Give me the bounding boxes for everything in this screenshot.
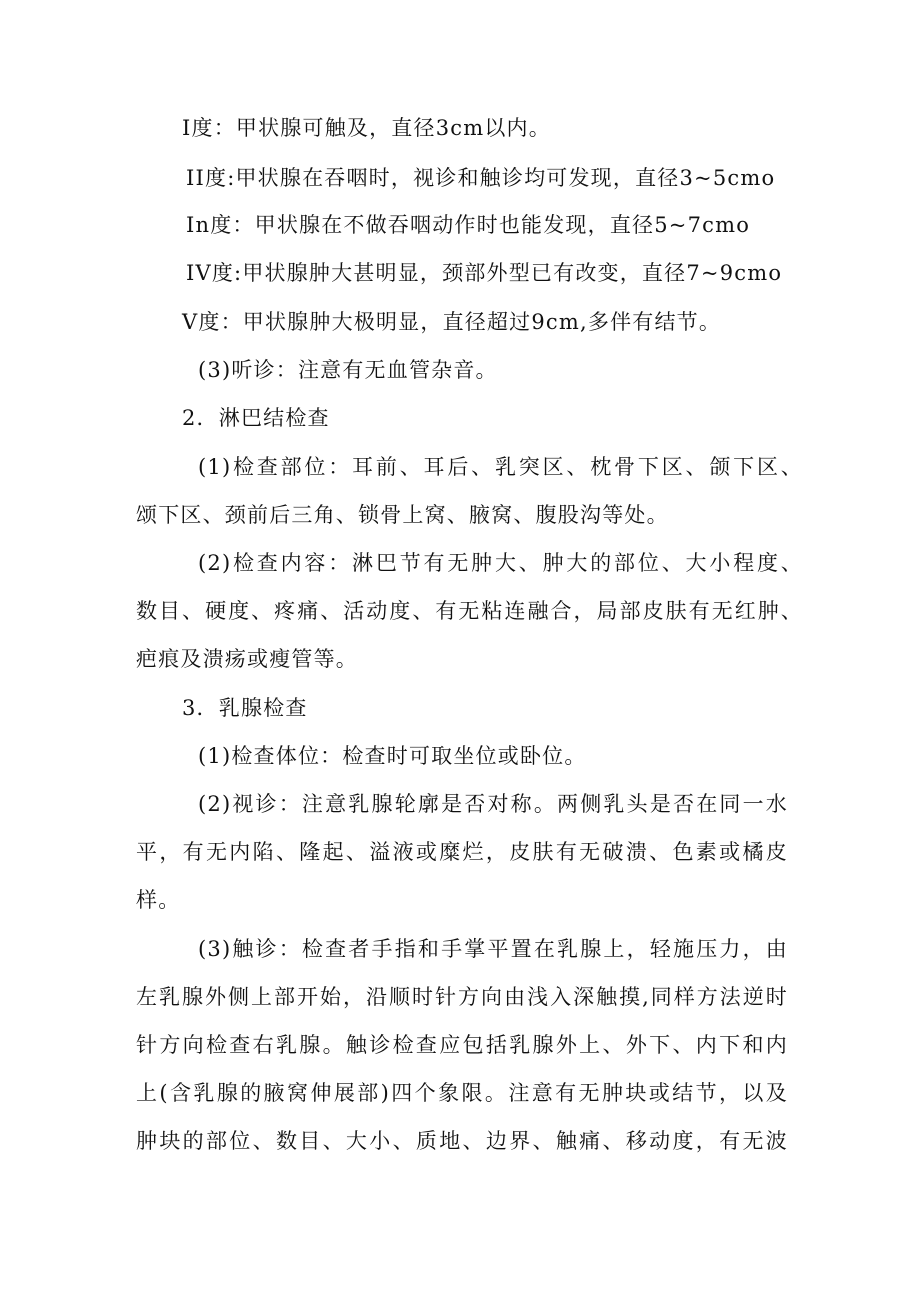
grade-1-line: Ⅰ度：甲状腺可触及，直径3cm以内。 <box>182 116 551 140</box>
breast-palpation-line-5: 肿块的部位、数目、大小、质地、边界、触痛、移动度，有无波 <box>136 1129 788 1153</box>
grade-4-line: IV度:甲状腺肿大甚明显，颈部外型已有改变，直径7~9cmo <box>186 261 783 285</box>
lymph-content-line-2: 数目、硬度、疼痛、活动度、有无粘连融合，局部皮肤有无红肿、 <box>136 599 803 623</box>
breast-inspection-line-3: 样。 <box>136 888 181 912</box>
lymph-content-line-3: 疤痕及溃疡或瘦管等。 <box>136 647 358 671</box>
lymph-sites-line-1: (1)检查部位：耳前、耳后、乳突区、枕骨下区、颌下区、 <box>198 455 803 479</box>
breast-heading: 3．乳腺检查 <box>182 696 308 720</box>
breast-palpation-line-1: (3)触诊：检查者手指和手掌平置在乳腺上，轻施压力，由 <box>198 937 788 961</box>
breast-palpation-line-4: 上(含乳腺的腋窝伸展部)四个象限。注意有无肿块或结节，以及 <box>136 1081 788 1105</box>
grade-5-line: V度：甲状腺肿大极明显，直径超过9cm,多伴有结节。 <box>182 310 722 334</box>
breast-inspection-line-1: (2)视诊：注意乳腺轮廓是否对称。两侧乳头是否在同一水 <box>198 792 788 816</box>
breast-inspection-line-2: 平，有无内陷、隆起、溢液或糜烂，皮肤有无破溃、色素或橘皮 <box>136 840 788 864</box>
grade-2-line: II度:甲状腺在吞咽时，视诊和触诊均可发现，直径3~5cmo <box>186 166 776 190</box>
auscultation-line: (3)听诊：注意有无血管杂音。 <box>198 358 498 382</box>
breast-position-line: (1)检查体位：检查时可取坐位或卧位。 <box>198 744 587 768</box>
lymph-content-line-1: (2)检查内容：淋巴节有无肿大、肿大的部位、大小程度、 <box>198 551 803 575</box>
grade-3-line: In度：甲状腺在不做吞咽动作时也能发现，直径5~7cmo <box>186 213 751 237</box>
breast-palpation-line-2: 左乳腺外侧上部开始，沿顺时针方向由浅入深触摸,同样方法逆时 <box>136 985 788 1009</box>
lymph-sites-line-2: 颂下区、颈前后三角、锁骨上窝、腋窝、腹股沟等处。 <box>136 503 669 527</box>
lymph-node-heading: 2．淋巴结检查 <box>182 406 330 430</box>
breast-palpation-line-3: 针方向检查右乳腺。触诊检查应包括乳腺外上、外下、内下和内 <box>136 1033 788 1057</box>
